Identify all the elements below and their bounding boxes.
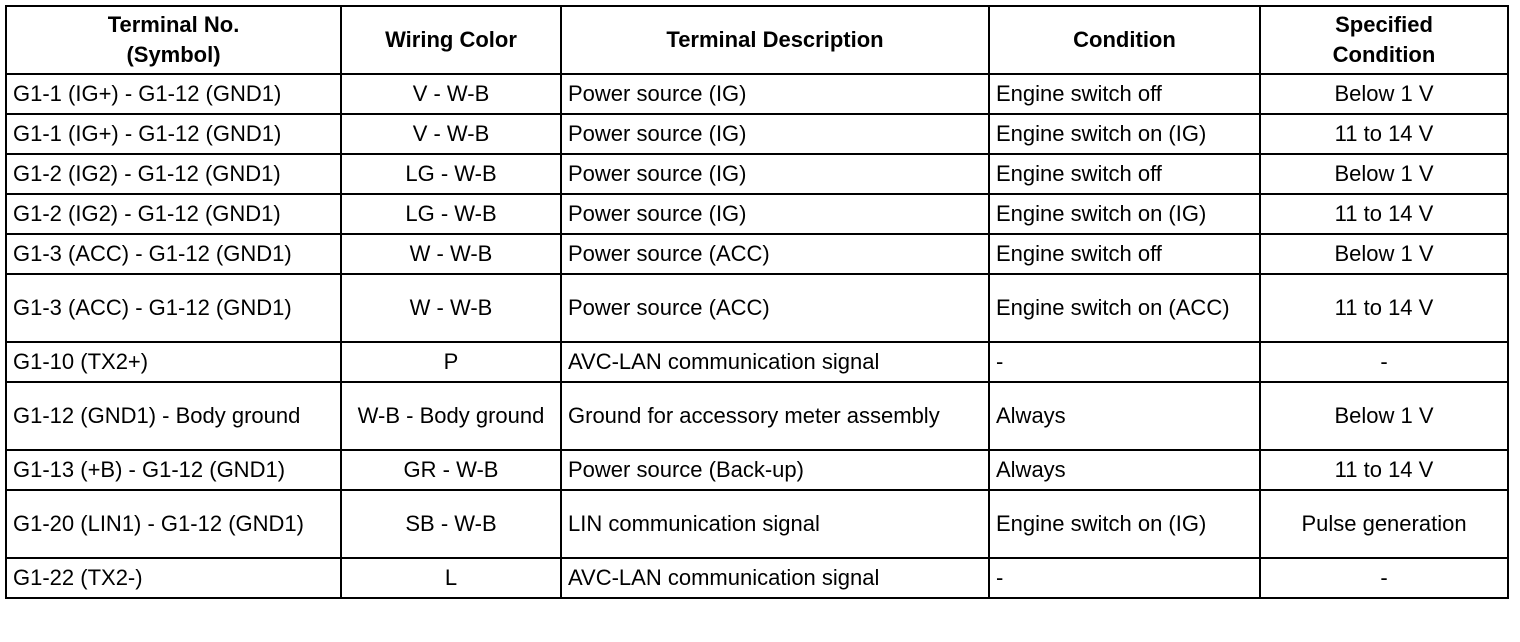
cell-terminal: G1-22 (TX2-): [6, 558, 341, 598]
cell-specified-condition: Below 1 V: [1260, 74, 1508, 114]
header-terminal: [6, 6, 341, 74]
header-condition: [989, 6, 1260, 74]
cell-terminal: G1-2 (IG2) - G1-12 (GND1): [6, 154, 341, 194]
table-row: [6, 274, 1508, 342]
cell-wiring-color: L: [341, 558, 561, 598]
cell-condition: -: [989, 558, 1260, 598]
table-row: [6, 154, 1508, 194]
cell-terminal-description: Power source (IG): [561, 154, 989, 194]
cell-terminal-description: Power source (Back-up): [561, 450, 989, 490]
cell-wiring-color: V - W-B: [341, 114, 561, 154]
table-row: [6, 74, 1508, 114]
cell-terminal: G1-2 (IG2) - G1-12 (GND1): [6, 194, 341, 234]
cell-terminal-description: LIN communication signal: [561, 490, 989, 558]
cell-wiring-color: W-B - Body ground: [341, 382, 561, 450]
cell-terminal: G1-3 (ACC) - G1-12 (GND1): [6, 274, 341, 342]
cell-terminal-description: Power source (IG): [561, 114, 989, 154]
header-wiring-color-line: Wiring Color: [385, 27, 517, 52]
table-body: [6, 74, 1508, 598]
cell-terminal-description: AVC-LAN communication signal: [561, 558, 989, 598]
cell-terminal-description: Ground for accessory meter assembly: [561, 382, 989, 450]
cell-condition: Always: [989, 450, 1260, 490]
header-terminal-description-line: Terminal Description: [666, 27, 884, 52]
table-row: [6, 114, 1508, 154]
cell-specified-condition: 11 to 14 V: [1260, 114, 1508, 154]
cell-specified-condition: -: [1260, 558, 1508, 598]
cell-specified-condition: 11 to 14 V: [1260, 450, 1508, 490]
cell-terminal-description: Power source (ACC): [561, 234, 989, 274]
cell-condition: Engine switch on (ACC): [989, 274, 1260, 342]
cell-terminal: G1-10 (TX2+): [6, 342, 341, 382]
table-row: [6, 558, 1508, 598]
cell-specified-condition: Below 1 V: [1260, 234, 1508, 274]
cell-terminal: G1-13 (+B) - G1-12 (GND1): [6, 450, 341, 490]
cell-wiring-color: W - W-B: [341, 234, 561, 274]
cell-specified-condition: 11 to 14 V: [1260, 274, 1508, 342]
table-row: [6, 450, 1508, 490]
header-wiring-color: [341, 6, 561, 74]
header-specified-condition-line: Condition: [1332, 42, 1436, 67]
cell-condition: Engine switch on (IG): [989, 490, 1260, 558]
cell-condition: Engine switch off: [989, 234, 1260, 274]
cell-terminal: G1-1 (IG+) - G1-12 (GND1): [6, 74, 341, 114]
cell-wiring-color: SB - W-B: [341, 490, 561, 558]
table-row: [6, 194, 1508, 234]
table-row: [6, 234, 1508, 274]
cell-condition: -: [989, 342, 1260, 382]
terminal-specification-table: [5, 5, 1509, 599]
table-row: [6, 382, 1508, 450]
header-specified-condition-line: Specified: [1335, 12, 1433, 37]
cell-condition: Engine switch off: [989, 74, 1260, 114]
cell-terminal-description: Power source (ACC): [561, 274, 989, 342]
table-row: [6, 342, 1508, 382]
cell-terminal-description: Power source (IG): [561, 194, 989, 234]
cell-wiring-color: P: [341, 342, 561, 382]
header-terminal-line: Terminal No.: [107, 12, 240, 37]
cell-wiring-color: W - W-B: [341, 274, 561, 342]
cell-specified-condition: Below 1 V: [1260, 382, 1508, 450]
table-header-row: [6, 6, 1508, 74]
header-terminal-description: [561, 6, 989, 74]
cell-wiring-color: GR - W-B: [341, 450, 561, 490]
cell-specified-condition: 11 to 14 V: [1260, 194, 1508, 234]
cell-terminal-description: Power source (IG): [561, 74, 989, 114]
header-specified-condition: [1260, 6, 1508, 74]
cell-condition: Always: [989, 382, 1260, 450]
terminal-table-container: [5, 5, 1509, 599]
cell-wiring-color: LG - W-B: [341, 154, 561, 194]
cell-specified-condition: -: [1260, 342, 1508, 382]
table-row: [6, 490, 1508, 558]
cell-condition: Engine switch off: [989, 154, 1260, 194]
cell-terminal-description: AVC-LAN communication signal: [561, 342, 989, 382]
header-terminal-line: (Symbol): [126, 42, 221, 67]
cell-wiring-color: V - W-B: [341, 74, 561, 114]
cell-wiring-color: LG - W-B: [341, 194, 561, 234]
cell-specified-condition: Pulse generation: [1260, 490, 1508, 558]
cell-specified-condition: Below 1 V: [1260, 154, 1508, 194]
cell-terminal: G1-3 (ACC) - G1-12 (GND1): [6, 234, 341, 274]
header-condition-line: Condition: [1073, 27, 1176, 52]
cell-terminal: G1-20 (LIN1) - G1-12 (GND1): [6, 490, 341, 558]
cell-terminal: G1-12 (GND1) - Body ground: [6, 382, 341, 450]
cell-condition: Engine switch on (IG): [989, 114, 1260, 154]
cell-condition: Engine switch on (IG): [989, 194, 1260, 234]
cell-terminal: G1-1 (IG+) - G1-12 (GND1): [6, 114, 341, 154]
